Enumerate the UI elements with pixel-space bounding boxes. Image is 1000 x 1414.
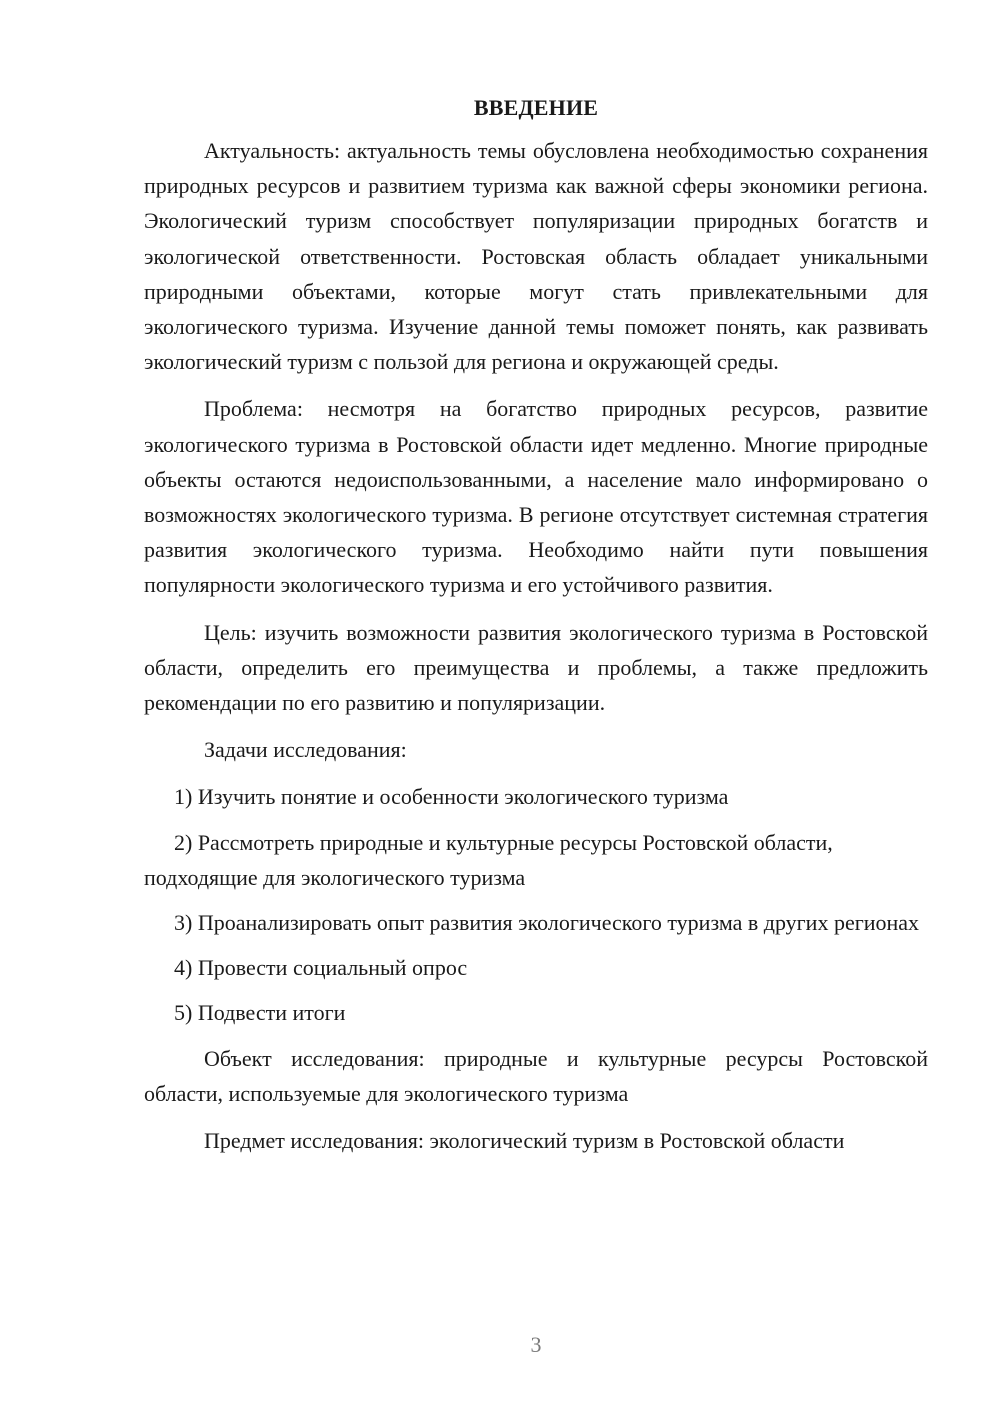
page-content bbox=[144, 90, 928, 1170]
task-item-4: 4) Провести социальный опрос bbox=[174, 955, 468, 981]
task-item-5: 5) Подвести итоги bbox=[174, 1000, 346, 1026]
task-item-2: 2) Рассмотреть природные и культурные ресурсы Ростовской области, подходящие для экологического туризма bbox=[144, 829, 833, 890]
problem-paragraph: Проблема: несмотря на богатство природных ресурсов, развитие экологического туризма в Ростовской области идет медленно. Многие природные объекты остаются недоиспользованными, а население мало информировано о возможностях экологического туризма. В регионе отсутствует системная стратегия развития экологического туризма. Необходимо найти пути повышения популярности экологического туризма и его устойчивого развития. bbox=[144, 396, 928, 598]
tasks-heading: Задачи исследования: bbox=[204, 737, 407, 763]
task-item-3: 3) Проанализировать опыт развития экологического туризма в других регионах bbox=[174, 910, 920, 936]
page-number: 3 bbox=[530, 1332, 542, 1357]
object-paragraph: Объект исследования: природные и культурные ресурсы Ростовской области, используемые для экологического туризма bbox=[144, 1045, 928, 1106]
subject-paragraph: Предмет исследования: экологический туризм в Ростовской области bbox=[204, 1128, 845, 1154]
section-title: ВВЕДЕНИЕ bbox=[473, 95, 599, 120]
relevance-paragraph: Актуальность: актуальность темы обусловлена необходимостью сохранения природных ресурсов и развитием туризма как важной сферы экономики региона. Экологический туризм способствует популяризации природных богатств и экологической ответственности. Ростовская область обладает уникальными природными объектами, которые могут стать привлекательными для экологического туризма. Изучение данной темы поможет понять, как развивать экологический туризм с пользой для региона и окружающей среды. bbox=[144, 138, 928, 375]
task-item-1: 1) Изучить понятие и особенности экологического туризма bbox=[174, 784, 729, 810]
goal-paragraph: Цель: изучить возможности развития экологического туризма в Ростовской области, определить его преимущества и проблемы, а также предложить рекомендации по его развитию и популяризации. bbox=[144, 619, 928, 716]
